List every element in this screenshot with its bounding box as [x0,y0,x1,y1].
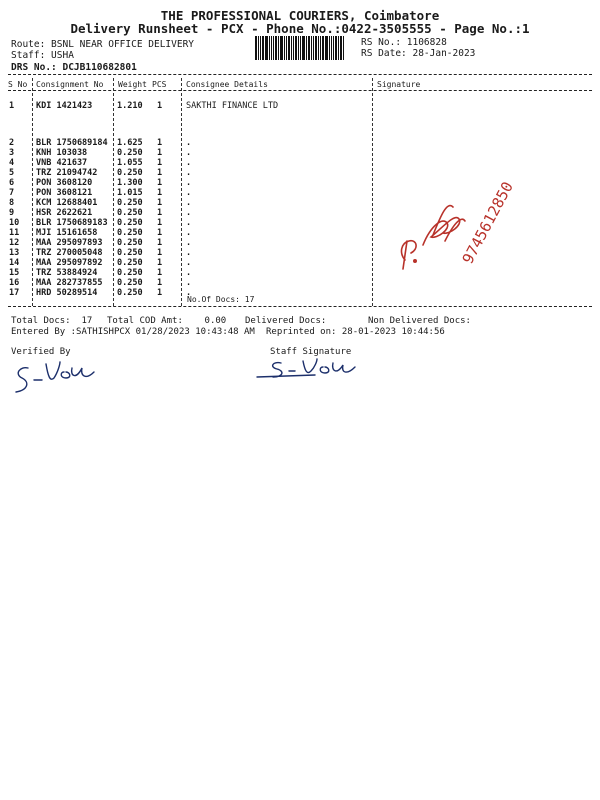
barcode-bar [284,36,285,60]
barcode-bar [269,36,270,60]
barcode-bar [262,36,264,60]
cell-weight: 0.250 [117,288,143,298]
cell-consignee: . [186,238,192,248]
cell-sno: 13 [9,248,20,258]
route-label: Route: BSNL NEAR OFFICE DELIVERY [11,39,195,50]
cell-consignee: . [186,218,192,228]
cell-consignee: . [186,148,192,158]
cell-sno: 1 [9,101,15,111]
barcode-bar [308,36,310,60]
barcode-bar [318,36,319,60]
cell-pcs: 1 [157,188,163,198]
barcode-bar [311,36,312,60]
cell-pcs: 1 [157,148,163,158]
barcode-bar [306,36,307,60]
cell-consignment-no: PON 3608120 [36,178,93,188]
barcode-bar [343,36,344,60]
cell-weight: 0.250 [117,228,143,238]
cell-weight: 0.250 [117,238,143,248]
total-cod: Total COD Amt: 0.00 [107,316,227,326]
barcode-bar [286,36,287,60]
cell-weight: 1.625 [117,138,143,148]
staff-signature [255,357,375,387]
cell-consignee: . [186,208,192,218]
cell-weight: 0.250 [117,278,143,288]
cell-pcs: 1 [157,268,163,278]
cell-sno: 17 [9,288,20,298]
divider [8,90,592,91]
cell-weight: 0.250 [117,218,143,228]
cell-weight: 1.015 [117,188,143,198]
barcode-bar [340,36,342,60]
cell-consignment-no: KNH 103038 [36,148,88,158]
cell-pcs: 1 [157,208,163,218]
barcode-bar [335,36,337,60]
barcode-bar [265,36,268,60]
col-header-consignee: Consignee Details [186,80,268,89]
reprinted-on: Reprinted on: 28-01-2023 10:44:56 [266,327,445,337]
cell-consignment-no: TRZ 21094742 [36,168,98,178]
rs-number: RS No.: 1106828 [361,37,447,48]
col-header-weight: Weight [118,80,147,89]
cell-consignment-no: MJI 15161658 [36,228,98,238]
cell-consignee: . [186,228,192,238]
barcode-bar [302,36,305,60]
cell-sno: 4 [9,158,15,168]
cell-pcs: 1 [157,198,163,208]
cell-sno: 11 [9,228,20,238]
cell-consignment-no: KCM 12688401 [36,198,98,208]
cell-consignment-no: HRD 50289514 [36,288,98,298]
total-docs: Total Docs: 17 [11,316,93,326]
barcode-bar [271,36,272,60]
cell-pcs: 1 [157,178,163,188]
barcode-bar [331,36,332,60]
cell-consignee: . [186,248,192,258]
cell-weight: 0.250 [117,168,143,178]
barcode-bar [291,36,292,60]
column-separator [113,78,114,306]
cell-weight: 1.055 [117,158,143,168]
barcode-bar [293,36,294,60]
cell-pcs: 1 [157,238,163,248]
barcode-bar [275,36,277,60]
barcode-bar [315,36,317,60]
cell-consignment-no: MAA 295097892 [36,258,103,268]
non-delivered-docs: Non Delivered Docs: [368,316,471,326]
cell-pcs: 1 [157,288,163,298]
cell-consignment-no: TRZ 53884924 [36,268,98,278]
verified-by-signature [10,358,110,398]
cell-consignment-no: MAA 295097893 [36,238,103,248]
runsheet-subtitle: Delivery Runsheet - PCX - Phone No.:0422-3505555 - Page No.:1 [70,21,530,36]
cell-sno: 14 [9,258,20,268]
barcode-bar [329,36,330,60]
barcode-bar [298,36,299,60]
cell-sno: 12 [9,238,20,248]
cell-consignee: . [186,278,192,288]
col-header-signature: Signature [377,80,421,89]
barcode-bar [255,36,257,60]
cell-consignment-no: BLR 1750689184 [36,138,108,148]
col-header-consignment: Consignment No [36,80,104,89]
cell-sno: 15 [9,268,20,278]
cell-sno: 2 [9,138,15,148]
cell-consignment-no: VNB 421637 [36,158,88,168]
cell-weight: 0.250 [117,248,143,258]
barcode-bar [258,36,259,60]
verified-by-label: Verified By [11,347,71,357]
cell-sno: 6 [9,178,15,188]
cell-consignment-no: HSR 2622621 [36,208,93,218]
cell-sno: 10 [9,218,20,228]
barcode [255,36,355,60]
barcode-bar [288,36,290,60]
divider [8,306,592,307]
cell-weight: 1.210 [117,101,143,111]
barcode-bar [338,36,339,60]
staff-signature-label: Staff Signature [270,347,352,357]
divider [8,74,592,75]
no-of-docs: No.Of Docs: 17 [187,295,255,304]
company-title: THE PROFESSIONAL COURIERS, Coimbatore [160,8,440,23]
signature-phone: 9745612850 [458,178,517,267]
cell-consignee: . [186,158,192,168]
barcode-bar [320,36,321,60]
entered-by: Entered By :SATHISHPCX 01/28/2023 10:43:48 AM [11,327,255,337]
cell-pcs: 1 [157,168,163,178]
cell-consignment-no: BLR 1750689183 [36,218,108,228]
cell-consignment-no: PON 3608121 [36,188,93,198]
cell-weight: 0.250 [117,198,143,208]
cell-consignee: . [186,258,192,268]
column-separator [32,78,33,306]
barcode-bar [325,36,328,60]
cell-pcs: 1 [157,158,163,168]
column-separator [372,78,373,306]
cell-pcs: 1 [157,228,163,238]
delivered-docs: Delivered Docs: [245,316,327,326]
cell-consignee: . [186,288,192,298]
cell-sno: 9 [9,208,15,218]
col-header-sno: S No [8,80,28,89]
column-separator [181,78,182,306]
cell-pcs: 1 [157,101,163,111]
cell-consignee: . [186,268,192,278]
cell-consignment-no: KDI 1421423 [36,101,93,111]
cell-weight: 0.250 [117,208,143,218]
col-header-pcs: PCS [152,80,167,89]
barcode-bar [295,36,297,60]
staff-label: Staff: USHA [11,50,74,61]
barcode-bar [322,36,324,60]
cell-consignment-no: TRZ 270005048 [36,248,103,258]
cell-sno: 5 [9,168,15,178]
cell-sno: 16 [9,278,20,288]
cell-pcs: 1 [157,138,163,148]
cell-sno: 3 [9,148,15,158]
cell-pcs: 1 [157,218,163,228]
rs-date: RS Date: 28-Jan-2023 [361,48,476,59]
cell-consignee: SAKTHI FINANCE LTD [186,101,279,111]
cell-pcs: 1 [157,248,163,258]
cell-consignment-no: MAA 282737855 [36,278,103,288]
cell-sno: 7 [9,188,15,198]
cell-weight: 1.300 [117,178,143,188]
barcode-bar [300,36,301,60]
cell-pcs: 1 [157,278,163,288]
cell-weight: 0.250 [117,268,143,278]
drs-number: DRS No.: DCJB110682801 [11,62,137,73]
cell-consignee: . [186,198,192,208]
barcode-bar [313,36,314,60]
cell-weight: 0.250 [117,148,143,158]
handwritten-signature [385,165,535,285]
barcode-bar [273,36,274,60]
cell-consignee: . [186,178,192,188]
cell-pcs: 1 [157,258,163,268]
barcode-bar [260,36,261,60]
cell-consignee: . [186,188,192,198]
barcode-bar [278,36,279,60]
cell-consignee: . [186,138,192,148]
barcode-bar [333,36,334,60]
barcode-bar [280,36,283,60]
cell-weight: 0.250 [117,258,143,268]
cell-sno: 8 [9,198,15,208]
cell-consignee: . [186,168,192,178]
